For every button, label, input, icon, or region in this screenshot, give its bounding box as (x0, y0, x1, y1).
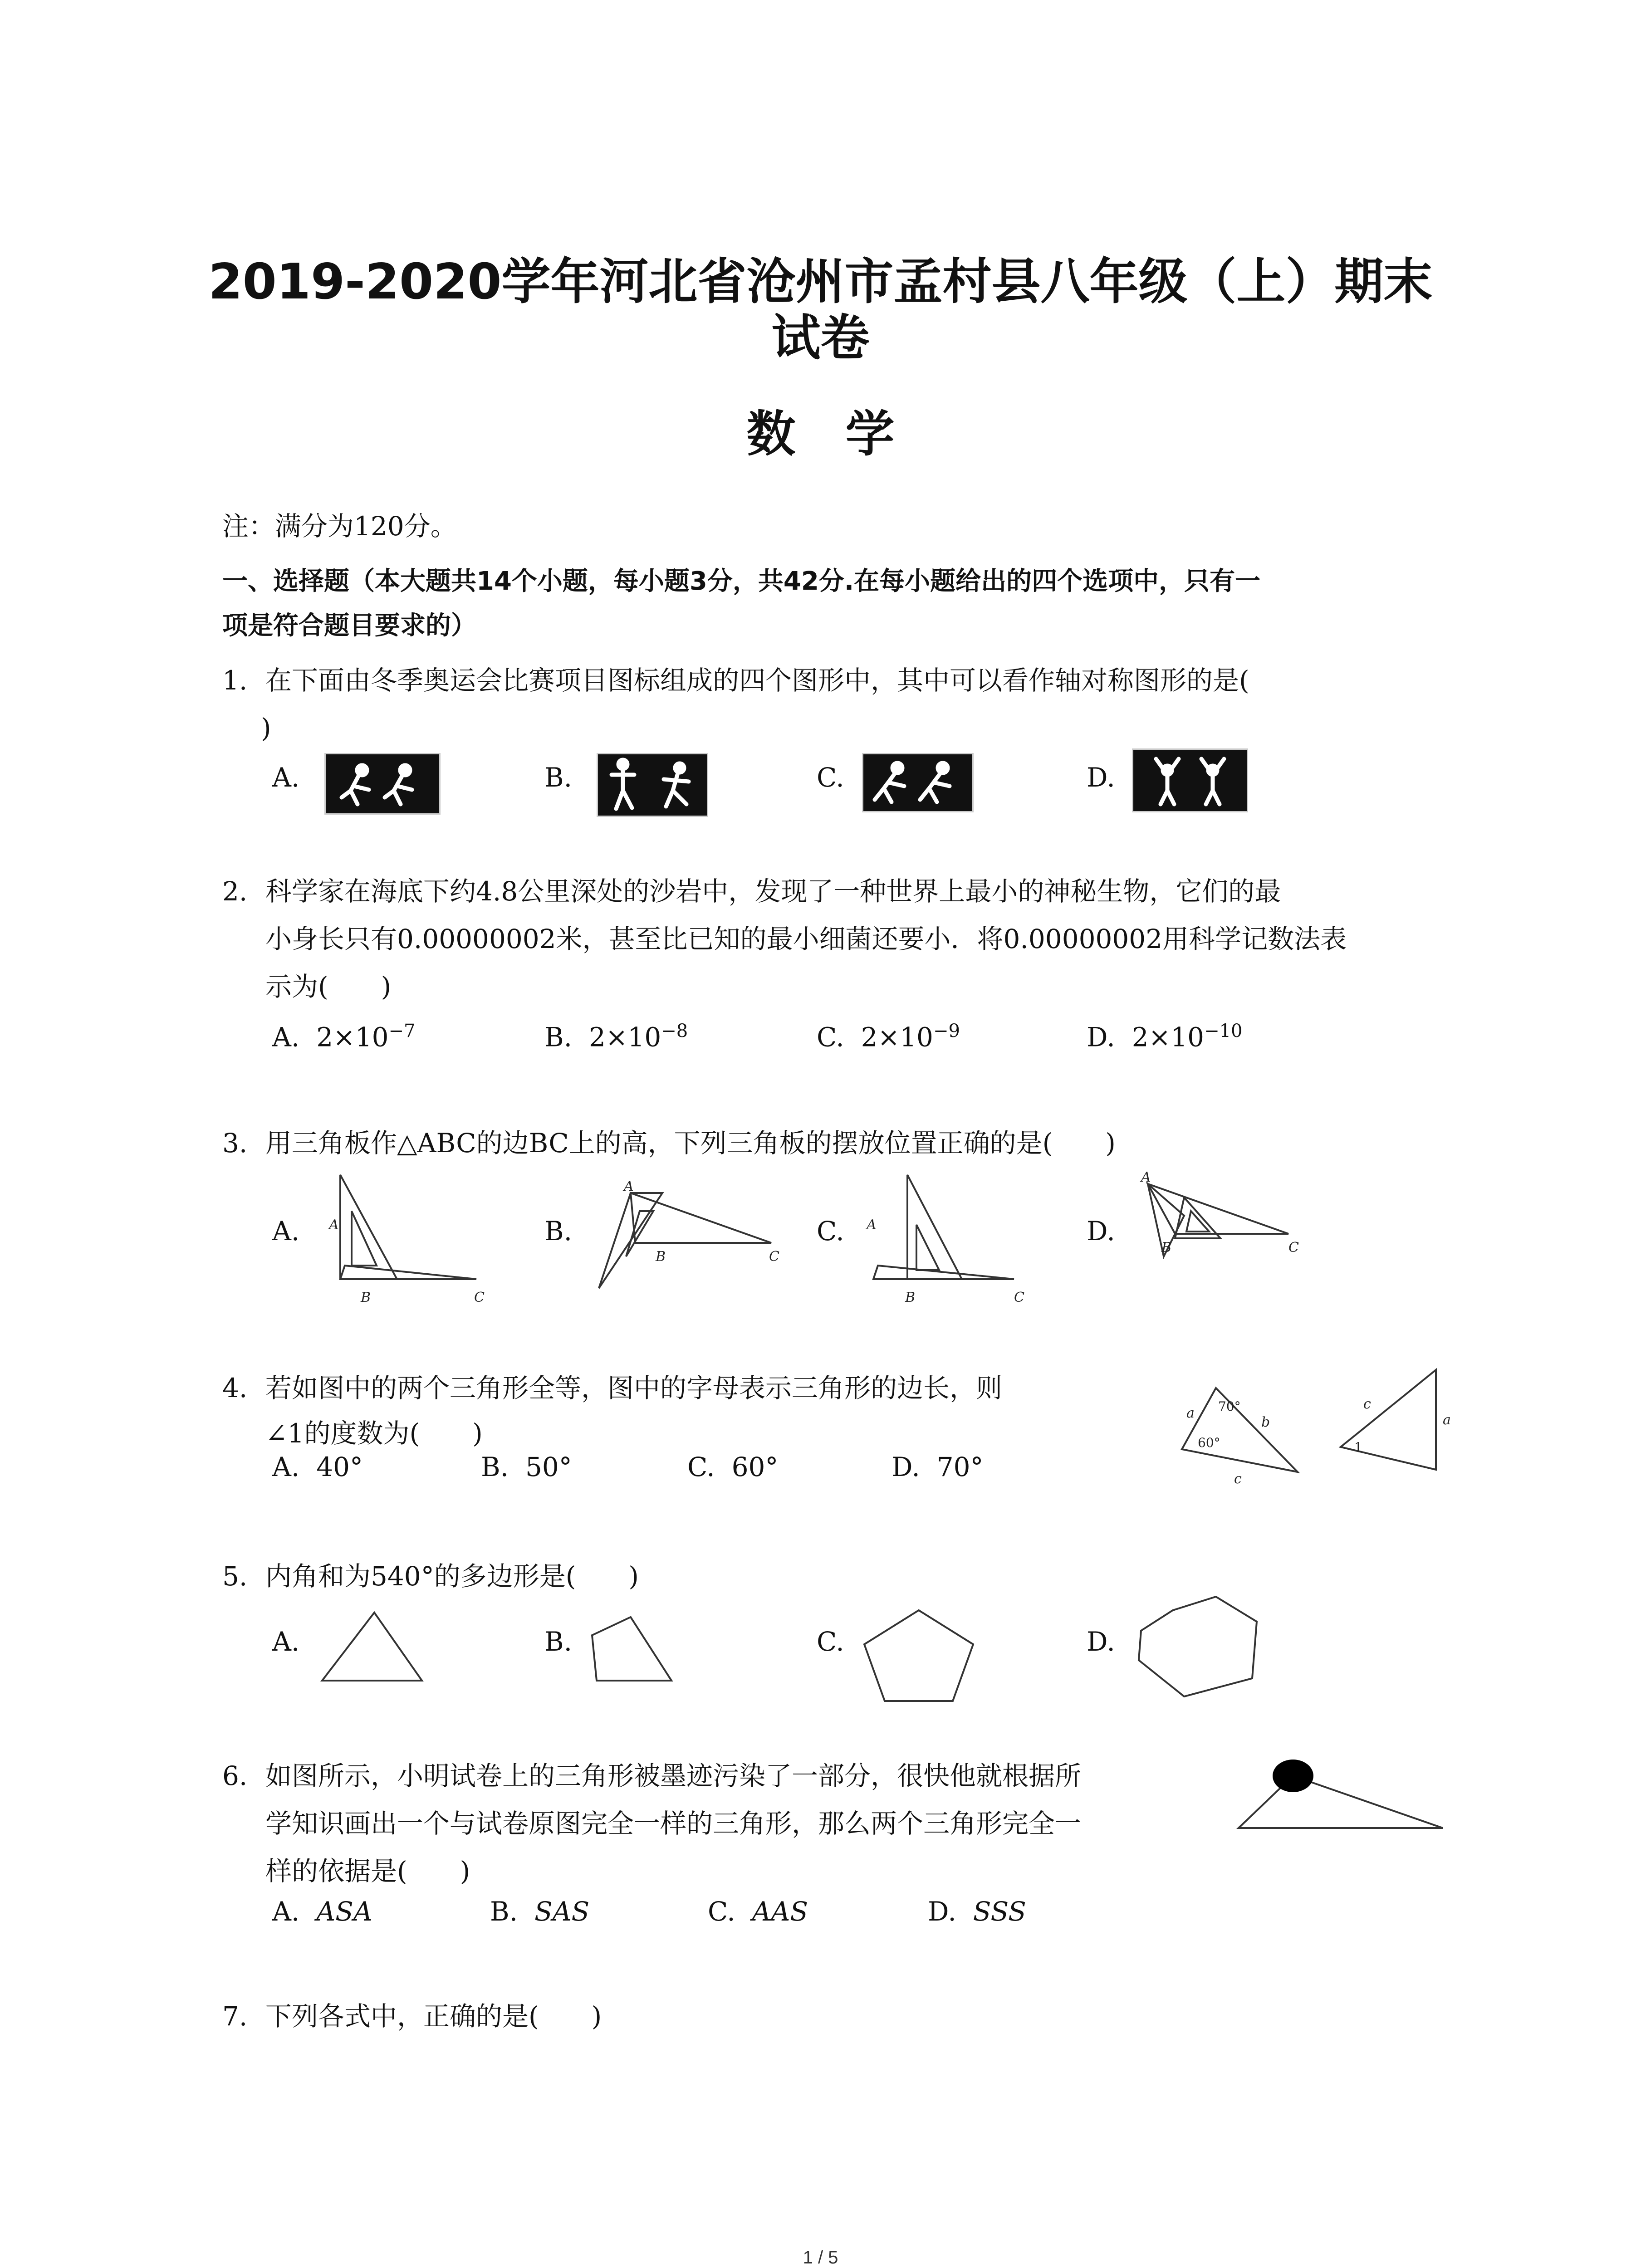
question-text-line: 如图所示，小明试卷上的三角形被墨迹污染了一部分，很快他就根据所 (265, 1760, 1082, 1791)
option-label: C. (817, 1626, 844, 1657)
option-a[interactable]: A. ASA (272, 1896, 372, 1927)
side-label-b: b (1261, 1414, 1270, 1430)
option-d-figure[interactable] (1134, 1170, 1307, 1297)
option-label: C. (817, 762, 844, 793)
vertex-label-c: C (474, 1290, 485, 1305)
subject-title: 数学 (746, 406, 945, 463)
skating-pictogram-icon (326, 754, 439, 813)
question-number: 2. (222, 876, 248, 907)
option-a-triangle-icon[interactable] (318, 1606, 426, 1687)
speed-skating-pictogram-icon (863, 754, 972, 811)
vertex-label-b: B (656, 1249, 666, 1265)
option-c[interactable]: C. 60° (687, 1452, 779, 1482)
option-d[interactable]: D. $2\times 10^{-10}$ (1087, 1021, 1243, 1053)
question-text-line: 用三角板作△ABC的边BC上的高，下列三角板的摆放位置正确的是( ) (265, 1128, 1116, 1158)
section-heading-line2: 项是符合题目要求的） (222, 611, 476, 640)
option-label: B. (544, 762, 573, 793)
question-text-line: ) (261, 713, 271, 743)
exam-title-line2: 试卷 (771, 310, 870, 367)
option-label: A. (272, 1626, 300, 1657)
option-a[interactable]: A. $2\times 10^{-7}$ (272, 1021, 416, 1053)
vertex-label-c: C (1288, 1240, 1299, 1256)
option-b[interactable]: B. 50° (481, 1452, 572, 1482)
angle-label-70: 70° (1218, 1399, 1241, 1414)
ink-stained-triangle-figure (1234, 1755, 1452, 1837)
section-heading-line1: 一、选择题（本大题共14个小题，每小题3分，共42分.在每小题给出的四个选项中，只有一 (222, 567, 1261, 596)
question-text-line: 在下面由冬季奥运会比赛项目图标组成的四个图形中，其中可以看作轴对称图形的是( (265, 665, 1249, 696)
vertex-label-c: C (1014, 1290, 1024, 1305)
vertex-label-a: A (867, 1217, 877, 1233)
question-number: 1. (222, 665, 248, 696)
question-number: 7. (222, 2001, 248, 2032)
question-text-line: 若如图中的两个三角形全等，图中的字母表示三角形的边长，则 (265, 1373, 1003, 1403)
page-number: 1 / 5 (803, 2248, 838, 2268)
side-label-c: c (1234, 1471, 1242, 1487)
option-label: D. (1087, 1216, 1115, 1246)
option-d[interactable]: D. 70° (892, 1452, 984, 1482)
question-text-line: 学知识画出一个与试卷原图完全一样的三角形，那么两个三角形完全一 (265, 1808, 1082, 1839)
vertex-label-c: C (769, 1249, 779, 1265)
vertex-label-a: A (329, 1217, 339, 1233)
question-text-line: 科学家在海底下约4.8公里深处的沙岩中，发现了一种世界上最小的神秘生物，它们的最 (265, 876, 1281, 907)
figure-skating-pictogram-icon (1133, 750, 1247, 811)
question-text-line: 内角和为540°的多边形是( ) (265, 1561, 639, 1592)
question-text-line: 样的依据是( ) (265, 1856, 470, 1887)
question-number: 6. (222, 1760, 248, 1791)
exam-title-line1: 2019-2020学年河北省沧州市孟村县八年级（上）期末 (208, 254, 1433, 310)
option-b-image[interactable] (597, 753, 708, 817)
ink-blot (1273, 1760, 1313, 1792)
angle-label-60: 60° (1198, 1435, 1220, 1450)
vertex-label-a: A (624, 1178, 634, 1194)
option-b-quadrilateral-icon[interactable] (588, 1613, 678, 1690)
question-text-line: 示为( ) (265, 971, 392, 1002)
option-a-image[interactable] (324, 753, 441, 815)
option-d-hexagon-icon[interactable] (1132, 1592, 1264, 1710)
vertex-label-b: B (1161, 1240, 1172, 1256)
option-c-image[interactable] (862, 753, 974, 812)
skiing-pictogram-icon (598, 754, 707, 816)
congruent-triangles-figure (1175, 1365, 1456, 1501)
question-text-line: 小身长只有0.00000002米，甚至比已知的最小细菌还要小．将0.00000002用科学记数法表 (265, 924, 1347, 954)
option-label: A. (272, 762, 300, 793)
vertex-label-a: A (1141, 1169, 1151, 1185)
score-note: 注：满分为120分。 (222, 511, 457, 542)
option-c[interactable]: C. $2\times 10^{-9}$ (817, 1021, 960, 1053)
side-label-a: a (1443, 1412, 1451, 1428)
vertex-label-b: B (361, 1290, 371, 1305)
option-c-pentagon-icon[interactable] (860, 1606, 978, 1706)
question-number: 4. (222, 1373, 248, 1403)
option-label: D. (1087, 762, 1115, 793)
option-a[interactable]: A. 40° (272, 1452, 363, 1482)
option-label: C. (817, 1216, 844, 1246)
option-a-figure[interactable] (318, 1170, 499, 1315)
option-b-figure[interactable] (590, 1179, 780, 1297)
option-b[interactable]: B. SAS (490, 1896, 590, 1927)
question-number: 3. (222, 1128, 248, 1158)
option-c[interactable]: C. AAS (708, 1896, 808, 1927)
question-text-line: ∠1的度数为( ) (265, 1418, 483, 1449)
option-d[interactable]: D. SSS (928, 1896, 1026, 1927)
vertex-label-b: B (905, 1290, 916, 1305)
angle-label-1: 1 (1354, 1440, 1362, 1455)
option-label: B. (544, 1216, 573, 1246)
option-label: A. (272, 1216, 300, 1246)
option-c-figure[interactable] (853, 1170, 1034, 1315)
question-number: 5. (222, 1561, 248, 1592)
option-label: B. (544, 1626, 573, 1657)
option-label: D. (1087, 1626, 1115, 1657)
side-label-a: a (1186, 1405, 1195, 1421)
side-label-c: c (1363, 1396, 1371, 1412)
question-text-line: 下列各式中，正确的是( ) (265, 2001, 602, 2032)
option-d-image[interactable] (1132, 748, 1248, 812)
option-b[interactable]: B. $2\times 10^{-8}$ (544, 1021, 688, 1053)
